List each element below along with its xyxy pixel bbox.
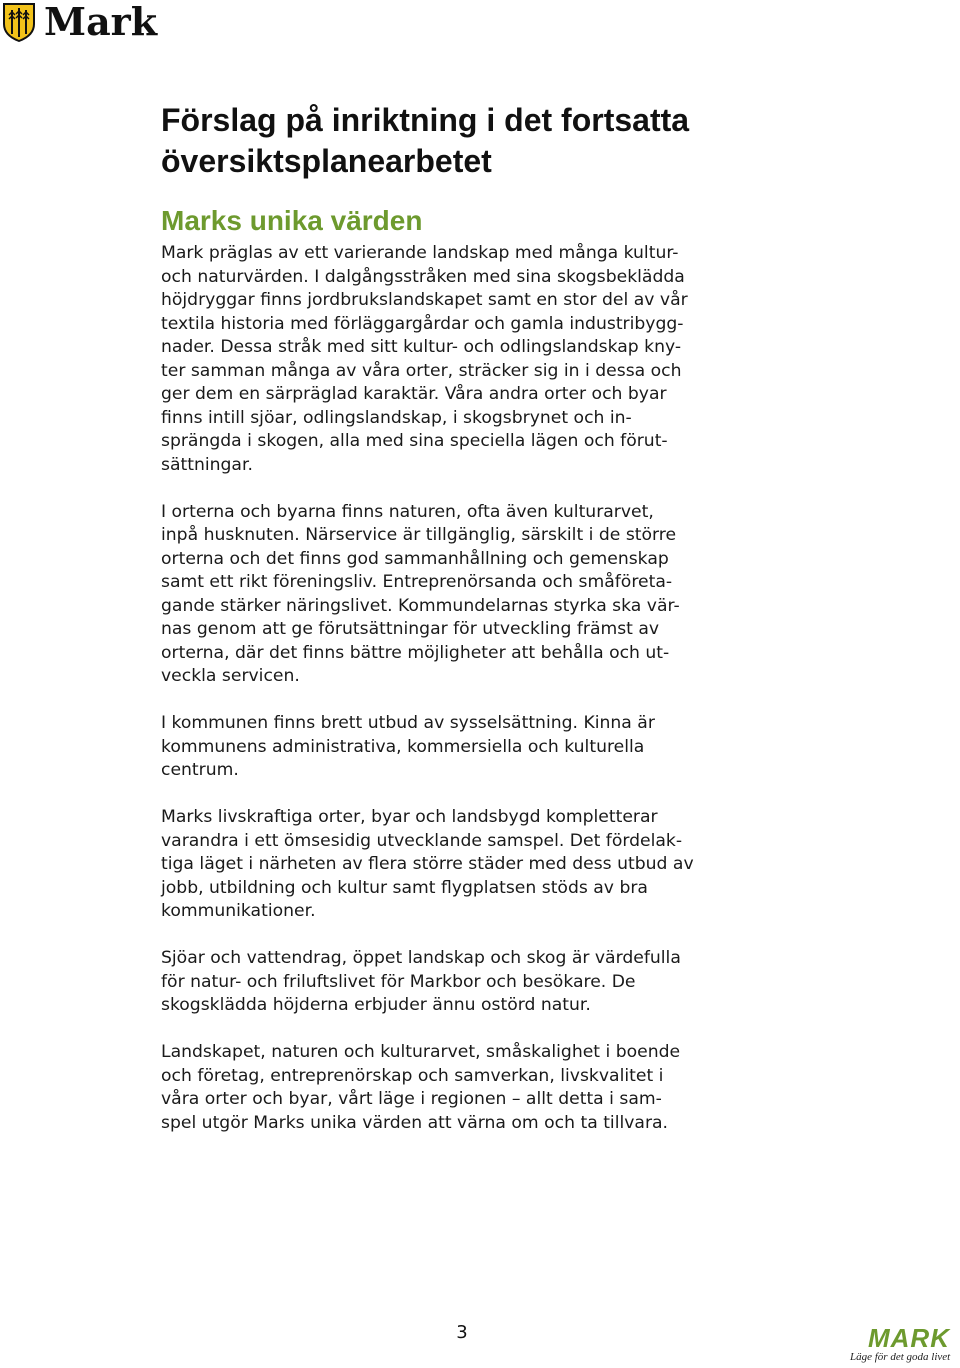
- footer-logo: [850, 1325, 950, 1364]
- paragraph-line: orterna och det finns god sammanhållning och gemenskap: [161, 548, 669, 569]
- body-paragraph: [161, 947, 781, 1018]
- paragraph-line: tiga läget i närheten av flera större städer med dess utbud av: [161, 854, 694, 874]
- paragraph-line: kommunens administrativa, kommersiella och kulturella: [161, 736, 645, 757]
- paragraph-line: I kommunen finns brett utbud av sysselsättning. Kinna är: [161, 713, 655, 733]
- paragraph-line: nader. Dessa stråk med sitt kultur- och odlingslandskap kny-: [161, 337, 682, 357]
- paragraph-line: nas genom att ge förutsättningar för utveckling främst av: [161, 619, 660, 639]
- paragraph-line: varandra i ett ömsesidig utvecklande samspel. Det fördelak-: [161, 830, 683, 851]
- body-paragraph: [161, 712, 781, 783]
- paragraph-line: jobb, utbildning och kultur samt flygplatsen stöds av bra: [161, 877, 648, 898]
- paragraph-line: Sjöar och vattendrag, öppet landskap och skog är värdefulla: [161, 948, 681, 968]
- paragraph-line: ger dem en särpräglad karaktär. Våra andra orter och byar: [161, 384, 667, 404]
- body-paragraph: [161, 806, 781, 924]
- paragraph-list: [161, 242, 781, 1135]
- header-brand-name: Mark: [44, 0, 158, 44]
- document-body: [161, 100, 781, 1159]
- footer-brand: MARK: [868, 1323, 950, 1353]
- paragraph-line: veckla servicen.: [161, 666, 300, 686]
- paragraph-line: inpå husknuten. Närservice är tillgänglig, särskilt i de större: [161, 525, 677, 545]
- paragraph-line: centrum.: [161, 760, 239, 780]
- paragraph-line: skogsklädda höjderna erbjuder ännu ostörd natur.: [161, 995, 591, 1015]
- paragraph-line: textila historia med förläggargårdar och gamla industribygg-: [161, 313, 684, 334]
- paragraph-line: samt ett rikt föreningsliv. Entreprenörsanda och småföreta-: [161, 572, 673, 592]
- paragraph-line: Marks livskraftiga orter, byar och landsbygd kompletterar: [161, 807, 658, 827]
- paragraph-line: spel utgör Marks unika värden att värna om och ta tillvara.: [161, 1112, 669, 1133]
- paragraph-line: ter samman många av våra orter, sträcker sig in i dessa och: [161, 360, 682, 381]
- paragraph-line: höjdryggar finns jordbrukslandskapet samt en stor del av vår: [161, 290, 688, 310]
- paragraph-line: för natur- och friluftslivet för Markbor och besökare. De: [161, 971, 636, 992]
- municipal-crest-icon: [2, 2, 36, 42]
- footer-tagline: Läge för det goda livet: [850, 1351, 951, 1363]
- paragraph-line: sprängda i skogen, alla med sina speciella lägen och förut-: [161, 431, 668, 451]
- section-heading: Marks unika värden: [161, 205, 423, 236]
- paragraph-line: finns intill sjöar, odlingslandskap, i skogsbrynet och in-: [161, 407, 632, 428]
- page-number: 3: [456, 1322, 468, 1343]
- body-paragraph: [161, 1041, 781, 1135]
- body-paragraph: [161, 242, 781, 477]
- body-paragraph: [161, 501, 781, 689]
- paragraph-line: och naturvärden. I dalgångsstråken med sina skogsbeklädda: [161, 266, 685, 287]
- paragraph-line: Mark präglas av ett varierande landskap med många kultur-: [161, 243, 679, 263]
- paragraph-line: våra orter och byar, vårt läge i regionen – allt detta i sam-: [161, 1089, 662, 1109]
- paragraph-line: sättningar.: [161, 454, 253, 475]
- paragraph-line: Landskapet, naturen och kulturarvet, småskalighet i boende: [161, 1042, 681, 1062]
- paragraph-line: orterna, där det finns bättre möjligheter att behålla och ut-: [161, 642, 670, 663]
- paragraph-line: och företag, entreprenörskap och samverkan, livskvalitet i: [161, 1065, 664, 1086]
- header-logo: [0, 0, 157, 44]
- paragraph-line: I orterna och byarna finns naturen, ofta även kulturarvet,: [161, 501, 654, 522]
- paragraph-line: kommunikationer.: [161, 901, 316, 921]
- paragraph-line: gande stärker näringslivet. Kommundelarnas styrka ska vär-: [161, 595, 680, 616]
- page-title: Förslag på inriktning i det fortsatta översiktsplanearbetet: [161, 102, 690, 179]
